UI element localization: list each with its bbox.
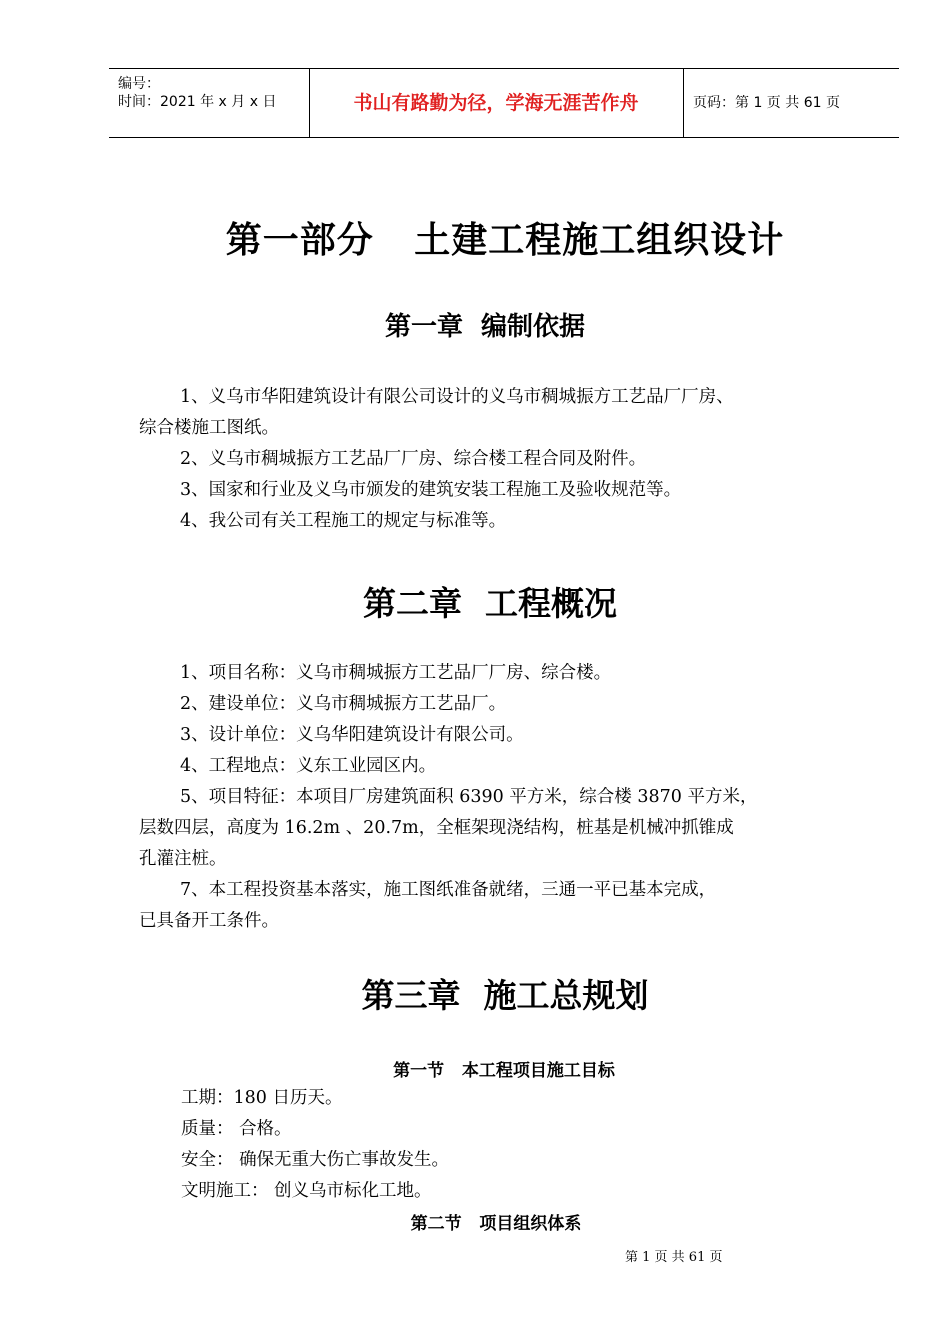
- goals-list: [139, 1083, 899, 1207]
- list-item: 4、工程地点：义东工业园区内。: [180, 756, 437, 776]
- goal-item: 文明施工： 创义乌市标化工地。: [181, 1181, 432, 1201]
- list-item: 1、义乌市华阳建筑设计有限公司设计的义乌市稠城振方工艺品厂厂房、: [180, 387, 734, 407]
- list-item: 7、本工程投资基本落实，施工图纸准备就绪，三通一平已基本完成，: [180, 880, 717, 900]
- document-header: [109, 68, 899, 138]
- goal-item: 工期：180 日历天。: [181, 1088, 343, 1108]
- list-item: 已具备开工条件。: [139, 911, 279, 931]
- section1-title: 第一节 本工程项目施工目标: [393, 1061, 615, 1081]
- list-item: 3、设计单位：义乌华阳建筑设计有限公司。: [180, 725, 524, 745]
- list-item: 2、建设单位：义乌市稠城振方工艺品厂。: [180, 694, 507, 714]
- goal-item: 安全： 确保无重大伤亡事故发生。: [181, 1150, 450, 1170]
- page-footer: 第 1 页 共 61 页: [625, 1250, 723, 1265]
- chapter1-body: [139, 382, 899, 537]
- section2-title: 第二节 项目组织体系: [410, 1214, 582, 1234]
- header-meta-cell: [109, 69, 310, 137]
- list-item: 5、项目特征：本项目厂房建筑面积 6390 平方米，综合楼 3870 平方米，: [180, 787, 758, 807]
- header-motto: 书山有路勤为径，学海无涯苦作舟: [309, 69, 684, 137]
- part-title: 第一部分 土建工程施工组织设计: [225, 220, 785, 261]
- chapter1-title: 第一章 编制依据: [384, 312, 586, 342]
- list-item: 3、国家和行业及义乌市颁发的建筑安装工程施工及验收规范等。: [180, 480, 682, 500]
- list-item: 层数四层，高度为 16.2m 、20.7m，全框架现浇结构，桩基是机械冲抓锥成: [139, 818, 734, 838]
- list-item: 4、我公司有关工程施工的规定与标准等。: [180, 511, 507, 531]
- chapter2-body: [139, 658, 899, 937]
- chapter3-title: 第三章 施工总规划: [361, 976, 649, 1015]
- number-label: 编号：: [118, 76, 160, 92]
- header-page-info: 页码：第 1 页 共 61 页: [693, 95, 840, 111]
- list-item: 孔灌注桩。: [139, 849, 227, 869]
- chapter2-title: 第二章 工程概况: [363, 584, 617, 623]
- list-item: 1、项目名称：义乌市稠城振方工艺品厂厂房、综合楼。: [180, 663, 612, 683]
- time-label: 时间：2021 年 x 月 x 日: [118, 94, 277, 110]
- list-item: 综合楼施工图纸。: [139, 418, 279, 438]
- list-item: 2、义乌市稠城振方工艺品厂厂房、综合楼工程合同及附件。: [180, 449, 647, 469]
- goal-item: 质量： 合格。: [181, 1119, 292, 1139]
